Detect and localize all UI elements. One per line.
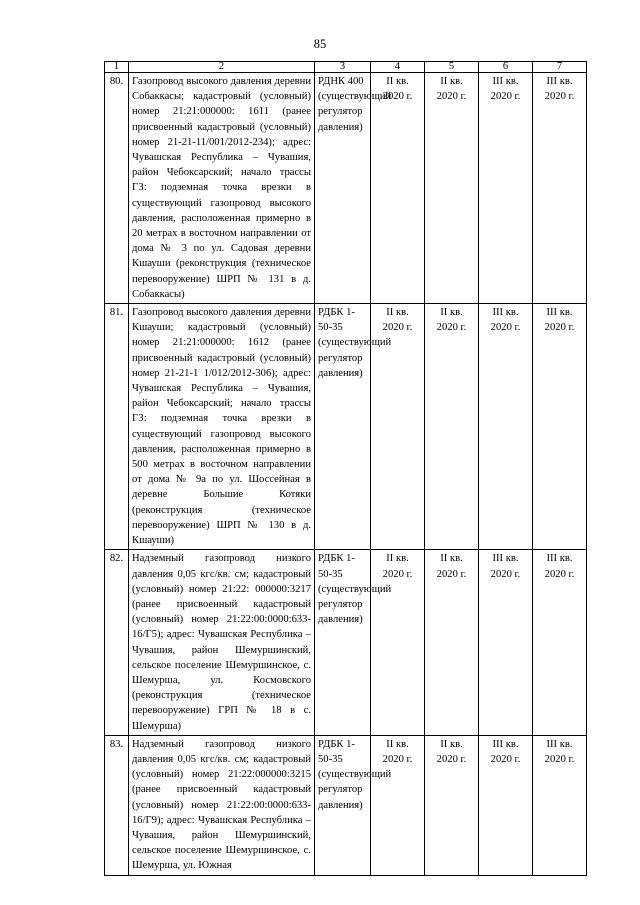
- quarter-cell: III кв. 2020 г.: [533, 304, 587, 550]
- column-number: 4: [371, 62, 425, 73]
- column-number-header: [105, 62, 587, 73]
- quarter-cell: II кв. 2020 г.: [425, 550, 479, 735]
- quarter-cell: II кв. 2020 г.: [371, 304, 425, 550]
- equipment-type: РДБК 1-50-35 (существующий регулятор давления): [315, 550, 371, 735]
- row-number: 82.: [105, 550, 129, 735]
- quarter-cell: III кв. 2020 г.: [533, 735, 587, 875]
- column-number: 3: [315, 62, 371, 73]
- quarter-cell: II кв. 2020 г.: [425, 304, 479, 550]
- quarter-cell: III кв. 2020 г.: [479, 550, 533, 735]
- object-description: Надземный газопровод низкого давления 0,05 кгс/кв. см; кадастровый (условный) номер 21:22: 000000:3217 (ранее присвоенный кадастровый (условный) номер 21:22:00:0000:633-16/Г5); адрес: Чувашская Республика – Чувашия, район Шемуршинский, сельское поселение Шемуршинское, с. Шемурша, ул. Космовского (реконструкция (техническое перевооружение) ГРП № 18 в с. Шемурша): [129, 550, 315, 735]
- column-number: 6: [479, 62, 533, 73]
- investment-table: [104, 61, 587, 876]
- column-number: 1: [105, 62, 129, 73]
- table-row: [105, 73, 587, 304]
- quarter-cell: II кв. 2020 г.: [371, 735, 425, 875]
- equipment-type: РДБК 1-50-35 (существующий регулятор давления): [315, 735, 371, 875]
- quarter-cell: III кв. 2020 г.: [479, 304, 533, 550]
- column-number: 7: [533, 62, 587, 73]
- quarter-cell: II кв. 2020 г.: [425, 73, 479, 304]
- column-number: 2: [129, 62, 315, 73]
- quarter-cell: III кв. 2020 г.: [479, 73, 533, 304]
- quarter-cell: III кв. 2020 г.: [533, 73, 587, 304]
- row-number: 81.: [105, 304, 129, 550]
- table-row: [105, 550, 587, 735]
- object-description: Газопровод высокого давления деревни Собаккасы; кадастровый (условный) номер 21:21:000000: 1611 (ранее присвоенный кадастровый (условный) номер 21-21-11/001/2012-234); адрес: Чувашская Республика – Чувашия, район Чебоксарский; начало трассы ГЗ: подземная точка врезки в существующий газопровод высокого давления, расположенная примерно в 20 метрах в восточном направлении от дома № 3 по ул. Садовая деревни Кшауши (реконструкция (техническое перевооружение) ШРП № 131 в д. Собаккасы): [129, 73, 315, 304]
- quarter-cell: II кв. 2020 г.: [371, 550, 425, 735]
- equipment-type: РДНК 400 (существующий регулятор давления): [315, 73, 371, 304]
- quarter-cell: II кв. 2020 г.: [425, 735, 479, 875]
- quarter-cell: III кв. 2020 г.: [533, 550, 587, 735]
- page-number: 85: [313, 37, 327, 51]
- row-number: 80.: [105, 73, 129, 304]
- quarter-cell: II кв. 2020 г.: [371, 73, 425, 304]
- table-row: [105, 304, 587, 550]
- object-description: Надземный газопровод низкого давления 0,05 кгс/кв. см; кадастровый (условный) номер 21:22:000000:3215 (ранее присвоенный кадастровый (условный) номер 21:22:00:0000:633-16/Г9); адрес: Чувашская Республика – Чувашия, район Шемуршинский, сельское поселение Шемуршинское, с. Шемурша, ул. Южная: [129, 735, 315, 875]
- table-row: [105, 735, 587, 875]
- quarter-cell: III кв. 2020 г.: [479, 735, 533, 875]
- row-number: 83.: [105, 735, 129, 875]
- column-number: 5: [425, 62, 479, 73]
- object-description: Газопровод высокого давления деревни Кшауши; кадастровый (условный) номер 21:21:000000: 1612 (ранее присвоенный кадастровый (условный) номер 21-21-1 1/012/2012-306); адрес: Чувашская Республика – Чувашия, район Чебоксарский; начало трассы ГЗ: подземная точка врезки в существующий газопровод высокого давления, расположенная примерно в 500 метрах в восточном направлении от дома № 9а по ул. Шоссейная в деревне Большие Котяки (реконструкция (техническое перевооружение) ШРП № 130 в д. Кшауши): [129, 304, 315, 550]
- equipment-type: РДБК 1-50-35 (существующий регулятор давления): [315, 304, 371, 550]
